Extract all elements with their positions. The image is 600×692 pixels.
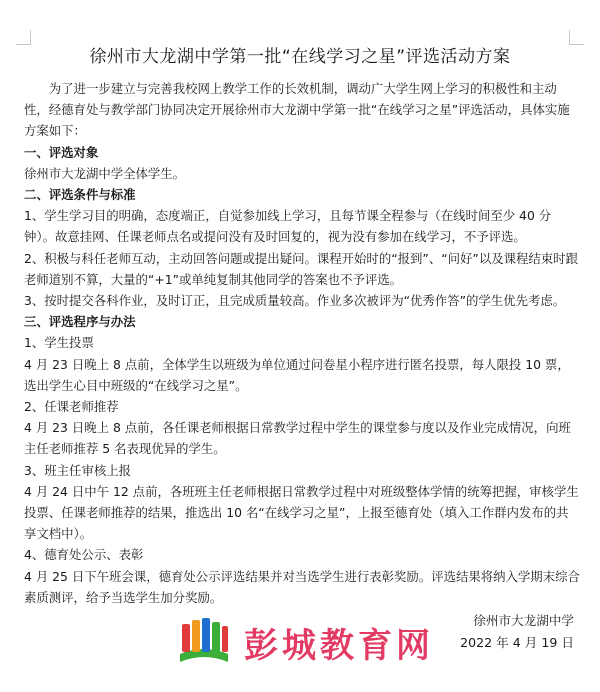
- book-logo-icon: [174, 614, 234, 670]
- paragraph: 2、积极与科任老师互动，主动回答问题或提出疑问。课程开始时的“报到”、“问好”以及课程结束时跟老师道别不算，大量的“+1”或单纯复制其他同学的答案也不予评选。: [24, 250, 578, 287]
- step-heading: 3、班主任审核上报: [24, 462, 132, 478]
- site-logo: [174, 612, 474, 672]
- paragraph: 4 月 23 日晚上 8 点前，全体学生以班级为单位通过问卷星小程序进行匿名投票，每人限投 10 票，选出学生心目中班级的“在线学习之星”。: [24, 356, 570, 393]
- paragraph: 徐州市大龙湖中学全体学生。: [24, 165, 186, 181]
- step-heading: 2、任课老师推荐: [24, 399, 119, 415]
- document-title: 徐州市大龙湖中学第一批“在线学习之星”评选活动方案: [89, 47, 511, 67]
- paragraph: 4 月 25 日下午班会课，德育处公示评选结果并对当选学生进行表彰奖励。评选结果将纳入学期末综合素质测评，给予当选学生加分奖励。: [24, 568, 580, 605]
- section-heading: 三、评选程序与办法: [24, 314, 136, 330]
- document-body: [24, 78, 580, 608]
- step-heading: 1、学生投票: [24, 335, 94, 351]
- intro-paragraph: 为了进一步建立与完善我校网上教学工作的长效机制，调动广大学生网上学习的积极性和主动性，经德育处与教学部门协同决定开展徐州市大龙湖中学第一批“在线学习之星”评选活动，具体实施方案如下：: [24, 81, 570, 139]
- section-heading: 一、评选对象: [24, 144, 99, 160]
- signature-date: 2022 年 4 月 19 日: [460, 635, 574, 650]
- signature-org: 徐州市大龙湖中学: [473, 613, 574, 628]
- paragraph: 4 月 24 日中午 12 点前，各班班主任老师根据日常教学过程中对班级整体学情的统筹把握，审核学生投票、任课老师推荐的结果，推选出 10 名“在线学习之星”，上报至德育处（填入工作群内发布的共享文档中）。: [24, 483, 579, 542]
- paragraph: 4 月 23 日晚上 8 点前，各任课老师根据日常教学过程中学生的课堂参与度以及作业完成情况，向班主任老师推荐 5 名表现优异的学生。: [24, 420, 571, 457]
- signature-block: [460, 610, 574, 654]
- section-heading: 二、评选条件与标准: [24, 187, 136, 203]
- paragraph: 3、按时提交各科作业，及时订正，且完成质量较高。作业多次被评为“优秀作答”的学生优先考虑。: [24, 293, 566, 309]
- logo-text: 彭城教育网: [244, 625, 434, 666]
- step-heading: 4、德育处公示、表彰: [24, 547, 144, 563]
- paragraph: 1、学生学习目的明确，态度端正，自觉参加线上学习，且每节课全程参与（在线时间至少 40 分钟）。故意挂网、任课老师点名或提问没有及时回复的，视为没有参加在线学习，不予评选。: [24, 208, 552, 245]
